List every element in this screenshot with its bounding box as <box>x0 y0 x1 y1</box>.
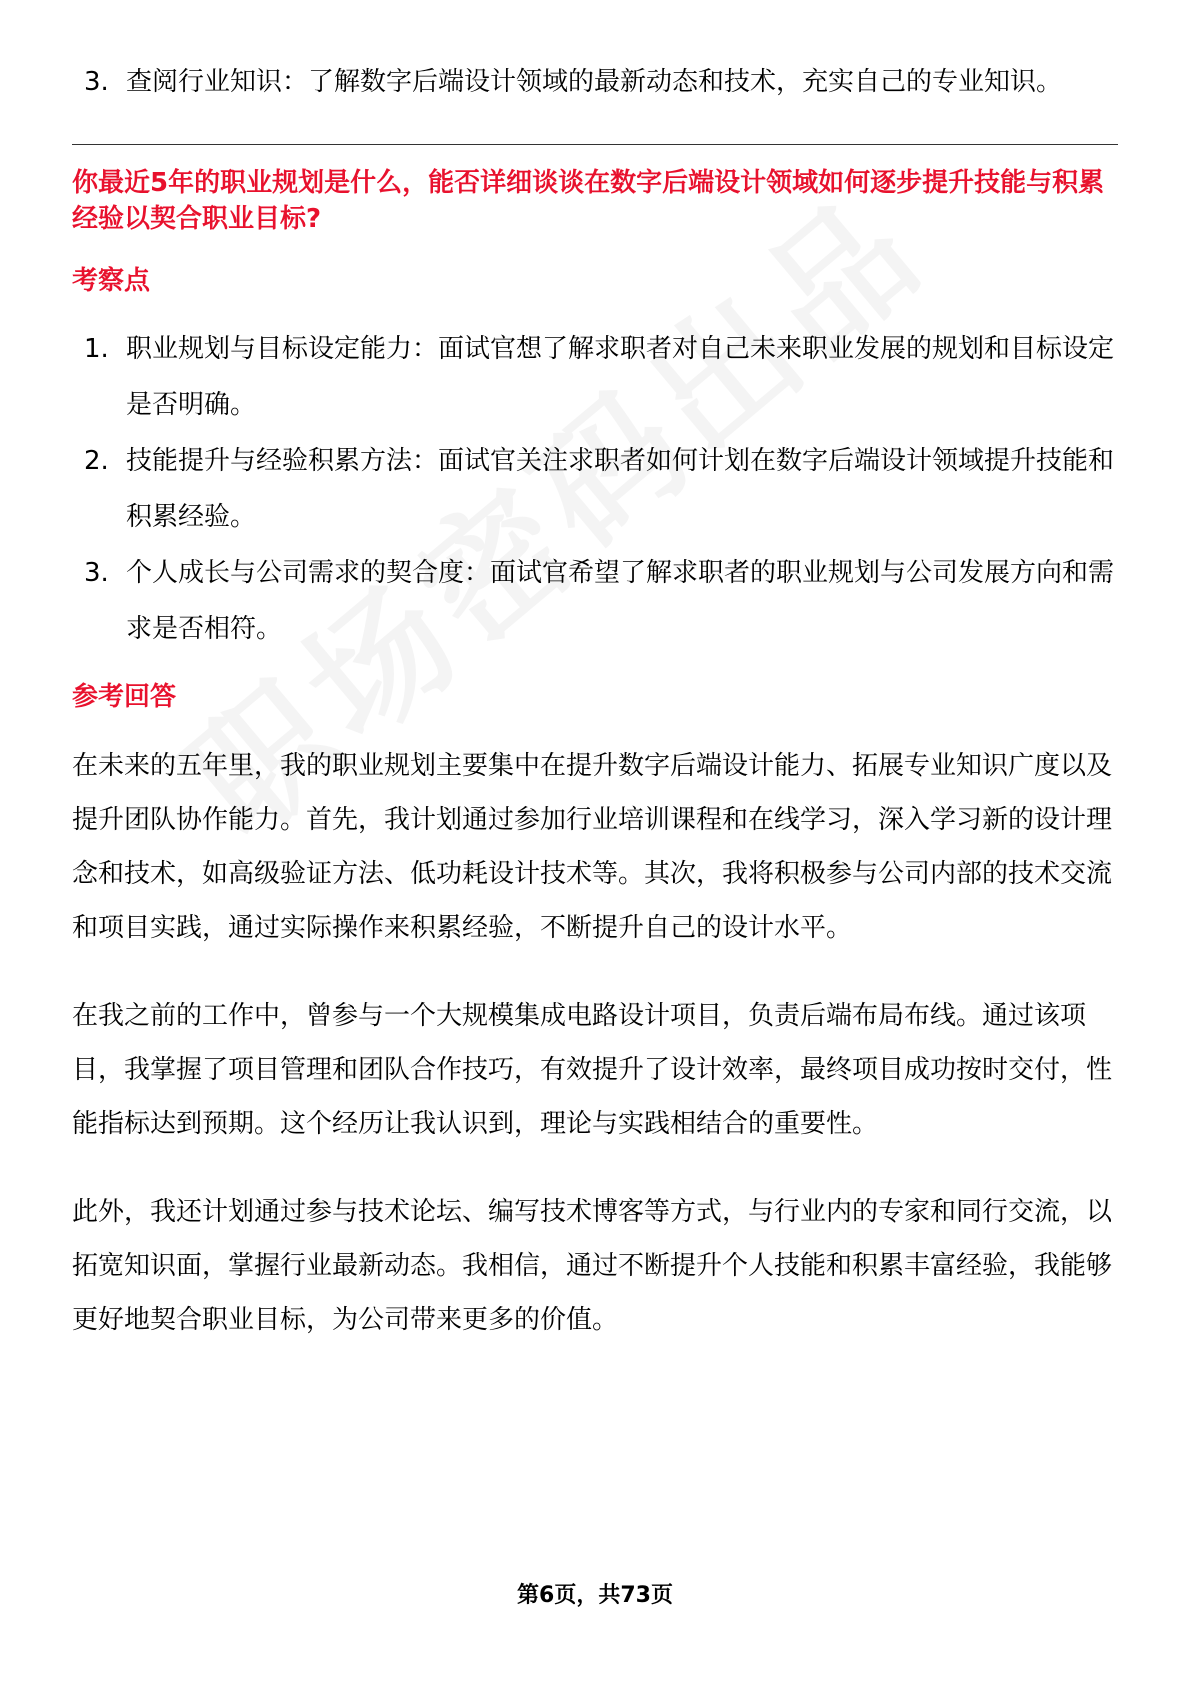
section-divider <box>72 144 1118 145</box>
list-item-text: 职业规划与目标设定能力：面试官想了解求职者对自己未来职业发展的规划和目标设定是否明确。 <box>126 334 1115 420</box>
list-item <box>72 321 1118 433</box>
list-item-number: 3. <box>84 67 109 97</box>
page-footer: 第6页，共73页 <box>517 1583 673 1608</box>
list-item-number: 2. <box>84 446 109 476</box>
list-item <box>72 545 1118 657</box>
answer-title: 参考回答 <box>72 682 177 712</box>
list-item <box>72 54 1118 110</box>
question-heading: 你最近5年的职业规划是什么，能否详细谈谈在数字后端设计领域如何逐步提升技能与积累经验以契合职业目标? <box>72 168 1105 234</box>
list-item <box>72 433 1118 545</box>
list-item-text: 个人成长与公司需求的契合度：面试官希望了解求职者的职业规划与公司发展方向和需求是否相符。 <box>126 558 1115 644</box>
answer-paragraph: 在未来的五年里，我的职业规划主要集中在提升数字后端设计能力、拓展专业知识广度以及提升团队协作能力。首先，我计划通过参加行业培训课程和在线学习，深入学习新的设计理念和技术，如高级验证方法、低功耗设计技术等。其次，我将积极参与公司内部的技术交流和项目实践，通过实际操作来积累经验，不断提升自己的设计水平。 <box>72 751 1113 943</box>
list-item-text: 技能提升与经验积累方法：面试官关注求职者如何计划在数字后端设计领域提升技能和积累经验。 <box>126 446 1115 532</box>
answer-paragraph: 此外，我还计划通过参与技术论坛、编写技术博客等方式，与行业内的专家和同行交流，以拓宽知识面，掌握行业最新动态。我相信，通过不断提升个人技能和积累丰富经验，我能够更好地契合职业目标，为公司带来更多的价值。 <box>72 1197 1113 1335</box>
kaochadian-title: 考察点 <box>72 266 151 296</box>
list-item-text: 查阅行业知识：了解数字后端设计领域的最新动态和技术，充实自己的专业知识。 <box>126 67 1063 97</box>
page-content <box>72 54 1118 1347</box>
intro-list <box>72 54 1118 110</box>
answer-paragraph: 在我之前的工作中，曾参与一个大规模集成电路设计项目，负责后端布局布线。通过该项目，我掌握了项目管理和团队合作技巧，有效提升了设计效率，最终项目成功按时交付，性能指标达到预期。这个经历让我认识到，理论与实践相结合的重要性。 <box>72 1001 1113 1139</box>
list-item-number: 3. <box>84 558 109 588</box>
kaochadian-list <box>72 321 1118 657</box>
list-item-number: 1. <box>84 334 109 364</box>
